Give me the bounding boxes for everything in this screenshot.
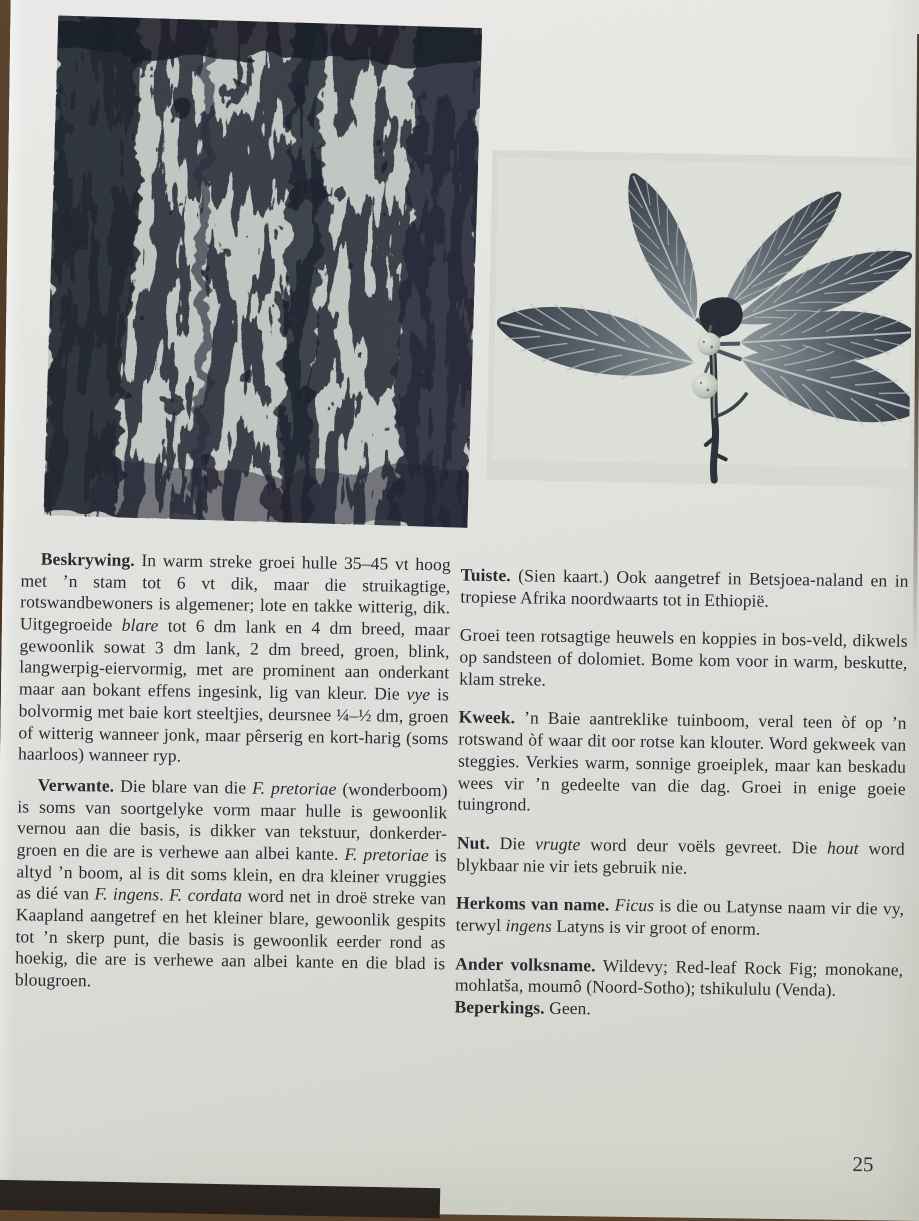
paragraph: Verwante. Die blare van die F. pretoriae (wonderboom) is soms van soortgelyke vorm maar hulle is gewoonlik vernou aan die basis, is dikker van tekstuur, donkerder-groen en die are is verhewe aan albei kante. F. pretoriae is altyd ’n boom, al is dit soms klein, en dra kleiner vruggies as dié van F. ingens. F. cordata word net in droë streke van Kaapland aangetref en het kleiner blare, gewoonlik gespits tot ’n skerp punt, die basis is gewoonlik eerder rond as hoekig, die are is verhewe aan albei kante en die blad is blougroen. — [14, 774, 448, 991]
paragraph: Nut. Die vrugte word deur voëls gevreet. Die hout word blykbaar nie vir iets gebruik nie. — [456, 832, 906, 878]
paragraph: Kweek. ’n Baie aantreklike tuinboom, veral teen òf op ’n rotswand òf waar dit oor rotse kan klouter. Word gekweek van steggies. Verkies warm, sonnige groeiplek, maar kan beskadu wees vir ’n gedeelte van die dag. Groei in enige goeie tuingrond. — [457, 706, 907, 815]
paragraph: Tuiste. (Sien kaart.) Ook aangetref in Betsjoea-naland en in tropiese Afrika noordwaarts tot in Ethiopië. — [460, 564, 909, 611]
right-text-column — [454, 564, 909, 1041]
paragraph: Groei teen rotsagtige heuwels en koppies in bos-veld, dikwels op sandsteen of dolomiet. Bome kom voor in warm, beskutte, klam streke. — [459, 624, 908, 690]
page-number: 25 — [852, 1152, 874, 1177]
leaf-branch-photo-art — [486, 150, 914, 488]
bark-photo — [44, 16, 483, 528]
paragraph: Ander volksname. Wildevy; Red-leaf Rock Fig; monokane, mohlatša, moumô (Noord-Sotho); tshikululu (Venda). — [454, 953, 904, 1001]
left-text-column — [15, 548, 451, 1006]
paragraph: Beperkings. Geen. — [454, 996, 592, 1019]
leaf-branch-photo — [486, 150, 914, 488]
paragraph: Beskrywing. In warm streke groei hulle 35–45 vt hoog met ’n stam tot 6 vt dik, maar die struikagtige, rotswandbewoners is algemener; lote en takke witterig, dik. Uitgegroeide blare tot 6 dm lank en 4 dm breed, maar gewoonlik sowat 3 dm lank, 2 dm breed, groen, blink, langwerpig-eiervormig, met are prominent aan onderkant maar aan bokant effens ingesink, lig van kleur. Die vye is bolvormig met baie kort steeltjies, deursnee ¼–½ dm, groen of witterig wanneer jonk, maar pêrserig en kort-harig (soms haarloos) wanneer ryp. — [17, 548, 451, 766]
paragraph: Herkoms van name. Ficus is die ou Latynse naam vir die vy, terwyl ingens Latyns is vir groot of enorm. — [455, 892, 905, 939]
bark-photo-art — [44, 16, 483, 528]
